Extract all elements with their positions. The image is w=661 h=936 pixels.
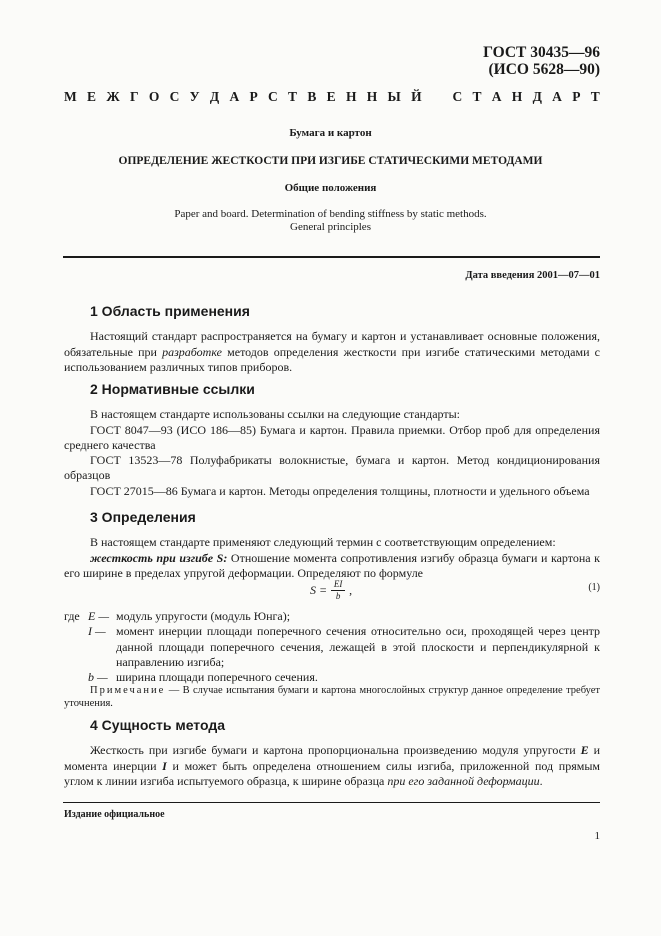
section-2 (64, 382, 600, 499)
banner-letter: Й (411, 89, 422, 104)
section-4-heading: 4 Сущность метода (90, 717, 226, 733)
formula (310, 580, 352, 601)
header-divider (63, 256, 600, 258)
banner-letter: С (452, 89, 463, 104)
definition-text: Отношение момента сопротивления изгибу образца бумаги и картона к его ширине в пределах упругой деформации. Определяют по формуле (64, 550, 600, 580)
banner-letter: О (148, 89, 160, 104)
banner-letter: Н (345, 89, 357, 104)
variable-symbol: b — (88, 670, 108, 685)
reference-item: ГОСТ 27015—86 Бумага и картон. Методы определения толщины, плотности и удельного объема (90, 483, 590, 498)
section-4 (64, 718, 600, 789)
note-label: Примечание (90, 685, 166, 696)
document-subtitle: Общие положения (284, 182, 377, 194)
variable-symbol: I — (88, 624, 106, 639)
variable-row (64, 609, 600, 624)
s4-text-part: Жесткость при изгибе бумаги и картона пропорциональна произведению модуля упругости (90, 743, 581, 758)
banner-letter: В (307, 89, 317, 104)
banner-letter: Т (590, 89, 600, 104)
symbol-e: E (580, 743, 589, 758)
s1-emphasis: разработке (162, 344, 222, 359)
section-1 (64, 304, 600, 375)
section-1-text (64, 329, 600, 375)
banner-letter: Н (366, 89, 378, 104)
section-3-heading: 3 Определения (90, 509, 196, 525)
banner-letter: Д (209, 89, 220, 104)
banner-letter: М (64, 89, 77, 104)
formula-number: (1) (588, 582, 600, 593)
interstate-standard-banner (64, 89, 600, 105)
reference-item: ГОСТ 13523—78 Полуфабрикаты волокнистые, бумага и картон. Метод кондиционирования образцов (64, 453, 600, 483)
banner-letter: Е (87, 89, 97, 104)
symbol-i: I (162, 758, 167, 773)
s1-text-part: Настоящий стандарт распространяется на бумагу и картон и устанавливает основные положения, обязательные при (64, 329, 600, 359)
iso-number: (ИСО 5628—90) (488, 61, 600, 78)
banner-letter: А (229, 89, 240, 104)
english-title-line1: Paper and board. Determination of bending stiffness by static methods. (174, 208, 487, 220)
english-title (0, 208, 661, 234)
banner-letter: Д (532, 89, 542, 104)
banner-letter: А (552, 89, 562, 104)
note (64, 684, 600, 710)
s1-text-part: методов определения жесткости при изгибе статическими методами с использованием различных типов приборов. (64, 344, 600, 374)
footer-divider (63, 802, 600, 803)
s4-text-part: и момента инерции (64, 743, 600, 773)
document-title: ОПРЕДЕЛЕНИЕ ЖЕСТКОСТИ ПРИ ИЗГИБЕ СТАТИЧЕСКИМИ МЕТОДАМИ (118, 155, 543, 167)
section-4-text (64, 743, 600, 789)
banner-letter: Р (249, 89, 258, 104)
term: жесткость при изгибе S: (90, 550, 228, 565)
banner-letter: Р (572, 89, 581, 104)
formula-denominator: b (335, 591, 341, 601)
banner-letter: Г (129, 89, 139, 104)
gost-number: ГОСТ 30435—96 (483, 44, 600, 61)
banner-letter: У (189, 89, 200, 104)
banner-letter: Т (288, 89, 298, 104)
where-label: где (64, 609, 80, 623)
variable-description: модуль упругости (модуль Юнга); (116, 609, 291, 623)
banner-letter: Ж (106, 89, 120, 104)
formula-tail: , (349, 583, 353, 597)
formula-lhs: S = (310, 583, 328, 597)
official-edition-label: Издание официальное (64, 809, 165, 820)
variable-list (64, 609, 600, 685)
variable-description: момент инерции площади поперечного сечения относительно оси, проходящей через центр данной площади поперечного сечения, лежащей в этой плоскости и перпендикулярной к направлению изгиба; (116, 624, 600, 669)
reference-item: ГОСТ 8047—93 (ИСО 186—85) Бумага и картон. Правила приемки. Отбор проб для определения среднего качества (64, 422, 600, 452)
section-3 (64, 510, 600, 581)
document-subject: Бумага и картон (289, 127, 372, 139)
section-2-intro: В настоящем стандарте использованы ссылки на следующие стандарты: (90, 407, 461, 422)
section-2-heading: 2 Нормативные ссылки (90, 381, 255, 397)
s4-emphasis: при его заданной деформации (387, 773, 540, 788)
english-title-line2: General principles (290, 221, 371, 233)
section-1-heading: 1 Область применения (90, 303, 250, 319)
banner-letter: Е (326, 89, 336, 104)
date-introduced: Дата введения 2001—07—01 (465, 270, 600, 281)
banner-letter: Н (511, 89, 523, 104)
s4-text-part: и может быть определена отношением силы изгиба, приложенной под прямым углом к линии изгиба испытуемого образца, к ширине образца (64, 758, 600, 788)
variable-description: ширина площади поперечного сечения. (116, 670, 318, 685)
note-text: — В случае испытания бумаги и картона многослойных структур данное определение требует уточнения. (64, 685, 600, 709)
formula-fraction (331, 580, 345, 601)
s4-text-part: . (539, 773, 543, 788)
banner-letter: С (169, 89, 180, 104)
banner-letter: С (268, 89, 278, 104)
banner-letter: Ы (387, 89, 401, 104)
section-3-intro: В настоящем стандарте применяют следующий термин с соответствующим определением: (90, 535, 556, 550)
banner-letter: Т (472, 89, 482, 104)
variable-row (64, 624, 600, 670)
standard-code (483, 44, 600, 78)
page-number: 1 (594, 830, 600, 842)
variable-symbol: E — (88, 609, 109, 623)
formula-numerator: EI (333, 579, 343, 589)
banner-letter: А (491, 89, 502, 104)
definition-paragraph (64, 551, 600, 582)
